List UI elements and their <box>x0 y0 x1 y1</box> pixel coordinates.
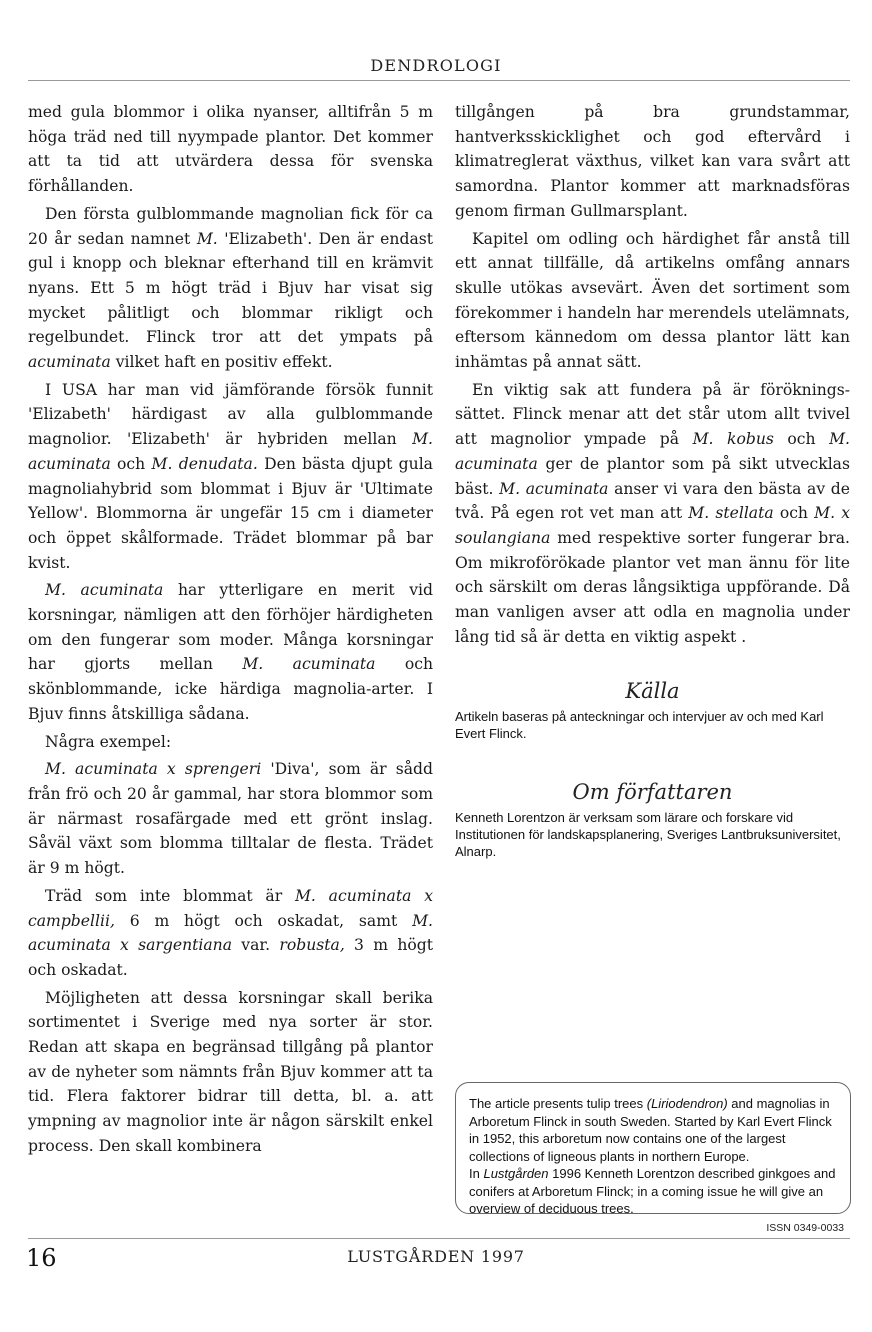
paragraph: En viktig sak att fundera på är föröknings-sättet. Flinck menar att det står utom allt tvivel att magnolior ympade på M. kobus och M. acuminata ger de plantor som på sikt utvecklas bäst. M. acuminata anser vi vara den bästa av de två. På egen rot vet man att M. stellata och M. x soulangiana med respektive sorter fungerar bra. Om mikroförökade plantor vet man ännu för lite och särskilt om deras långsiktiga uppförande. Då man vanligen avser att odla en magnolia under lång tid så är detta en viktig aspekt . <box>455 380 850 646</box>
paragraph: Den första gulblommande magnolian fick för ca 20 år sedan namnet M. 'Elizabeth'. Den är endast gul i knopp och bleknar efterhand till en krämvit nyans. Ett 5 m högt träd i Bjuv har visat sig mycket pålitligt och blommar rikligt och regelbundet. Flinck tror att det ympats på acuminata vilket haft en positiv effekt. <box>28 204 434 372</box>
paragraph: tillgången på bra grundstammar, hantverksskicklighet och god eftervård i klimatreglerat växthus, vilket kan vara svårt att samordna. Plantor kommer att marknadsföras genom firman Gullmarsplant. <box>455 103 850 220</box>
source-heading: Källa <box>625 679 680 704</box>
paragraph: Möjligheten att dessa korsningar skall berika sortimentet i Sverige med nya sorter är stor. Redan att skapa en begränsad tillgång på plantor av de nyheter som nämnts från Bjuv kommer att ta tid. Flera faktorer bidrar till detta, bl. a. att ympning av magnolior inte är någon särskilt enkel process. Den skall kombinera <box>28 988 433 1155</box>
english-summary-box <box>455 1082 851 1214</box>
source-text: Artikeln baseras på anteckningar och intervjuer av och med Karl Evert Flinck. <box>455 709 824 742</box>
author-text: Kenneth Lorentzon är verksam som lärare och forskare vid Institutionen för landskapsplanering, Sveriges Lantbruksuniversitet, Alnarp. <box>455 809 841 859</box>
header-rule <box>28 80 850 81</box>
issn-label: ISSN 0349-0033 <box>766 1222 844 1234</box>
left-column <box>28 100 433 1159</box>
summary-paragraph: In Lustgården 1996 Kenneth Lorentzon described ginkgoes and conifers at Arboretum Flinck; in a coming issue he will give an overview of deciduous trees. <box>469 1166 836 1216</box>
paragraph: med gula blommor i olika nyanser, alltifrån 5 m höga träd ned till nyympade plantor. Det kommer att ta tid att utvärdera dessa för svenska förhållanden. <box>28 103 433 196</box>
paragraph: Kapitel om odling och härdighet får anstå till ett annat tillfälle, då artikelns omfång annars skulle utökas avsevärt. Även det sortiment som förekommer i handeln har merendels utelämnats, eftersom kännedom om dessa plantor lätt kan inhämtas på annat sätt. <box>455 229 850 372</box>
right-column <box>455 100 850 860</box>
paragraph: Träd som inte blommat är M. acuminata x campbellii, 6 m högt och oskadat, samt M. acuminata x sargentiana var. robusta, 3 m högt och oskadat. <box>28 886 434 979</box>
running-header: DENDROLOGI <box>370 56 502 75</box>
paragraph: M. acuminata har ytterligare en merit vid korsningar, nämligen att den förhöjer härdigheten om den fungerar som moder. Många korsningar har gjorts mellan M. acuminata och skönblommande, icke härdiga magnolia-arter. I Bjuv finns åtskilliga sådana. <box>28 581 433 723</box>
paragraph: Några exempel: <box>45 732 172 751</box>
paragraph: I USA har man vid jämförande försök funnit 'Elizabeth' härdigast av alla gulblommande magnolior. 'Elizabeth' är hybriden mellan M. acuminata och M. denudata. Den bästa djupt gula magnoliahybrid som blommat i Bjuv är 'Ultimate Yellow'. Blommorna är ungefär 15 cm i diameter och öppet skålformade. Trädet blommar på bar kvist. <box>28 380 433 572</box>
footer-rule <box>28 1238 850 1239</box>
paragraph: M. acuminata x sprengeri 'Diva', som är sådd från frö och 20 år gammal, har stora blommor som är närmast rosafärgade med ett grönt inslag. Såväl växt som blomma tilltalar de flesta. Trädet är 9 m högt. <box>28 760 434 878</box>
journal-footer: LUSTGÅRDEN 1997 <box>347 1247 525 1266</box>
page-number: 16 <box>26 1244 57 1272</box>
summary-paragraph: The article presents tulip trees (Liriodendron) and magnolias in Arboretum Flinck in south Sweden. Started by Karl Evert Flinck in 1952, this arboretum now contains one of the largest collections of ligneous plants in northern Europe. <box>469 1096 832 1164</box>
author-heading: Om författaren <box>572 780 733 805</box>
